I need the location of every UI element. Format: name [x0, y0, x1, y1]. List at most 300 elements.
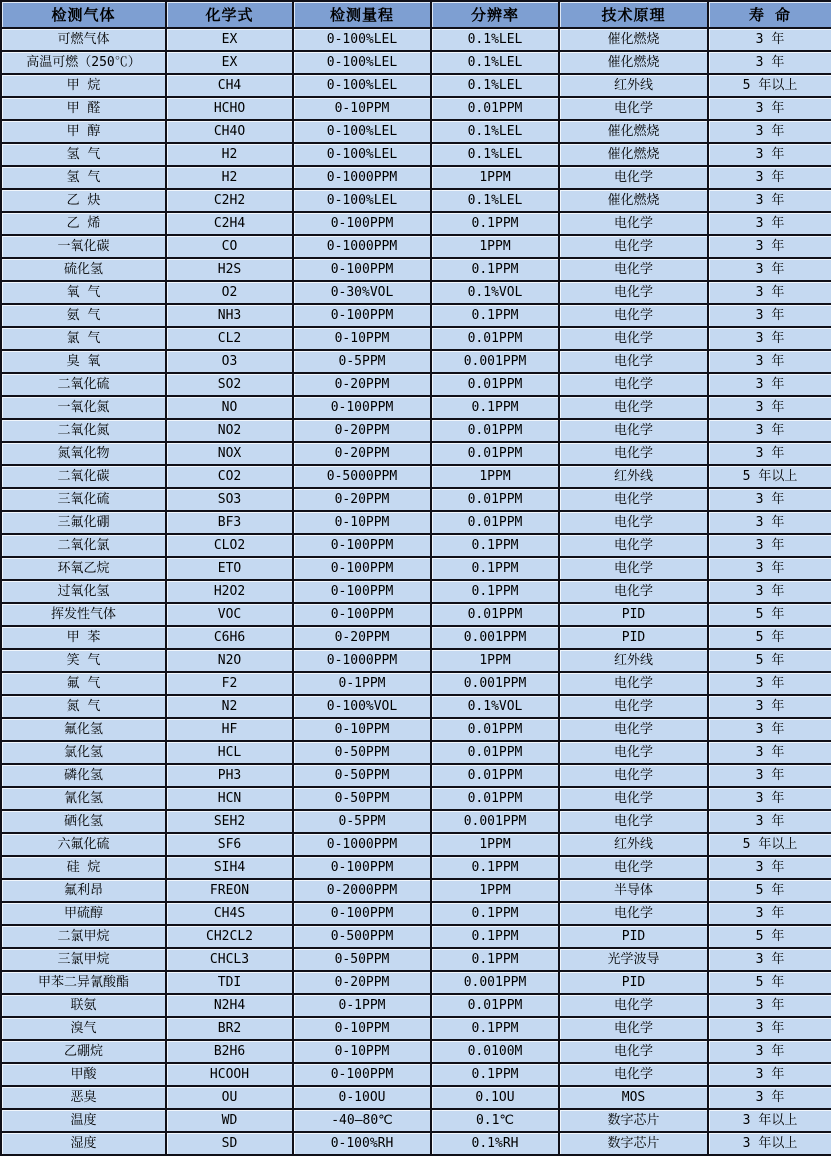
resolution-cell: 0.1PPM — [432, 581, 560, 604]
principle-cell: 电化学 — [560, 673, 709, 696]
range-cell: 0-10PPM — [294, 512, 432, 535]
resolution-cell: 0.001PPM — [432, 811, 560, 834]
table-row — [2, 98, 831, 121]
gas-name-cell: 一氧化氮 — [2, 397, 167, 420]
table-row — [2, 650, 831, 673]
lifespan-cell: 3 年 — [709, 673, 831, 696]
formula-cell: BF3 — [167, 512, 294, 535]
gas-name-cell: 甲 醇 — [2, 121, 167, 144]
principle-cell: 电化学 — [560, 489, 709, 512]
range-cell: 0-10PPM — [294, 98, 432, 121]
principle-cell: 电化学 — [560, 742, 709, 765]
formula-cell: CH4O — [167, 121, 294, 144]
principle-cell: 电化学 — [560, 765, 709, 788]
gas-name-cell: 甲苯二异氰酸酯 — [2, 972, 167, 995]
gas-name-cell: 环氧乙烷 — [2, 558, 167, 581]
formula-cell: B2H6 — [167, 1041, 294, 1064]
resolution-cell: 1PPM — [432, 466, 560, 489]
range-cell: 0-100%LEL — [294, 121, 432, 144]
lifespan-cell: 3 年 — [709, 121, 831, 144]
range-cell: 0-10PPM — [294, 1018, 432, 1041]
gas-name-cell: 三氯甲烷 — [2, 949, 167, 972]
range-cell: 0-100%LEL — [294, 144, 432, 167]
gas-name-cell: 可燃气体 — [2, 29, 167, 52]
resolution-cell: 1PPM — [432, 834, 560, 857]
formula-cell: HCL — [167, 742, 294, 765]
principle-cell: 催化燃烧 — [560, 29, 709, 52]
formula-cell: NO — [167, 397, 294, 420]
gas-name-cell: 氟化氢 — [2, 719, 167, 742]
gas-name-cell: 氢 气 — [2, 144, 167, 167]
formula-cell: O3 — [167, 351, 294, 374]
gas-name-cell: 氯化氢 — [2, 742, 167, 765]
principle-cell: 电化学 — [560, 903, 709, 926]
principle-cell: 红外线 — [560, 466, 709, 489]
formula-cell: CL2 — [167, 328, 294, 351]
principle-cell: 电化学 — [560, 512, 709, 535]
gas-name-cell: 磷化氢 — [2, 765, 167, 788]
principle-cell: 光学波导 — [560, 949, 709, 972]
resolution-cell: 0.01PPM — [432, 719, 560, 742]
resolution-cell: 0.1OU — [432, 1087, 560, 1110]
formula-cell: SEH2 — [167, 811, 294, 834]
formula-cell: SO2 — [167, 374, 294, 397]
lifespan-cell: 3 年 — [709, 374, 831, 397]
formula-cell: HCN — [167, 788, 294, 811]
table-row — [2, 420, 831, 443]
lifespan-cell: 3 年 — [709, 351, 831, 374]
lifespan-cell: 3 年 — [709, 512, 831, 535]
formula-cell: ETO — [167, 558, 294, 581]
lifespan-cell: 3 年 — [709, 259, 831, 282]
resolution-cell: 0.01PPM — [432, 98, 560, 121]
header-row — [2, 2, 831, 29]
resolution-cell: 0.1PPM — [432, 535, 560, 558]
formula-cell: CH2CL2 — [167, 926, 294, 949]
formula-cell: NO2 — [167, 420, 294, 443]
formula-cell: H2S — [167, 259, 294, 282]
resolution-cell: 0.1%LEL — [432, 190, 560, 213]
range-cell: 0-5PPM — [294, 351, 432, 374]
range-cell: 0-100PPM — [294, 604, 432, 627]
principle-cell: 电化学 — [560, 1064, 709, 1087]
lifespan-cell: 3 年 — [709, 949, 831, 972]
lifespan-cell: 3 年 — [709, 282, 831, 305]
resolution-cell: 0.001PPM — [432, 351, 560, 374]
range-cell: 0-20PPM — [294, 374, 432, 397]
gas-name-cell: 氟利昂 — [2, 880, 167, 903]
gas-name-cell: 臭 氧 — [2, 351, 167, 374]
range-cell: 0-10PPM — [294, 719, 432, 742]
resolution-cell: 0.1%LEL — [432, 29, 560, 52]
gas-name-cell: 甲酸 — [2, 1064, 167, 1087]
gas-name-cell: 氢 气 — [2, 167, 167, 190]
table-row — [2, 627, 831, 650]
lifespan-cell: 3 年 — [709, 397, 831, 420]
table-row — [2, 190, 831, 213]
range-cell: 0-100%LEL — [294, 52, 432, 75]
range-cell: 0-30%VOL — [294, 282, 432, 305]
lifespan-cell: 5 年以上 — [709, 466, 831, 489]
formula-cell: CLO2 — [167, 535, 294, 558]
formula-cell: F2 — [167, 673, 294, 696]
resolution-cell: 0.1%LEL — [432, 144, 560, 167]
formula-cell: H2 — [167, 144, 294, 167]
range-cell: 0-50PPM — [294, 949, 432, 972]
lifespan-cell: 3 年 — [709, 765, 831, 788]
gas-name-cell: 湿度 — [2, 1133, 167, 1156]
range-cell: 0-20PPM — [294, 489, 432, 512]
formula-cell: SF6 — [167, 834, 294, 857]
lifespan-cell: 3 年 — [709, 857, 831, 880]
formula-cell: CO2 — [167, 466, 294, 489]
table-row — [2, 259, 831, 282]
lifespan-cell: 3 年 — [709, 144, 831, 167]
resolution-cell: 0.01PPM — [432, 489, 560, 512]
table-row — [2, 719, 831, 742]
lifespan-cell: 3 年 — [709, 742, 831, 765]
lifespan-cell: 5 年 — [709, 926, 831, 949]
range-cell: 0-100%VOL — [294, 696, 432, 719]
principle-cell: 电化学 — [560, 696, 709, 719]
gas-name-cell: 硫化氢 — [2, 259, 167, 282]
formula-cell: HF — [167, 719, 294, 742]
principle-cell: 电化学 — [560, 1041, 709, 1064]
column-header-lifespan: 寿 命 — [709, 2, 831, 29]
range-cell: 0-10OU — [294, 1087, 432, 1110]
range-cell: 0-1PPM — [294, 995, 432, 1018]
resolution-cell: 0.1%VOL — [432, 696, 560, 719]
principle-cell: PID — [560, 972, 709, 995]
principle-cell: 数字芯片 — [560, 1133, 709, 1156]
resolution-cell: 0.001PPM — [432, 673, 560, 696]
gas-name-cell: 氟 气 — [2, 673, 167, 696]
resolution-cell: 0.01PPM — [432, 420, 560, 443]
principle-cell: 电化学 — [560, 98, 709, 121]
range-cell: 0-20PPM — [294, 443, 432, 466]
gas-name-cell: 甲 苯 — [2, 627, 167, 650]
lifespan-cell: 3 年 — [709, 995, 831, 1018]
gas-name-cell: 二氧化氮 — [2, 420, 167, 443]
resolution-cell: 0.001PPM — [432, 627, 560, 650]
formula-cell: NH3 — [167, 305, 294, 328]
table-row — [2, 857, 831, 880]
gas-name-cell: 氰化氢 — [2, 788, 167, 811]
resolution-cell: 0.001PPM — [432, 972, 560, 995]
range-cell: 0-50PPM — [294, 788, 432, 811]
principle-cell: 电化学 — [560, 213, 709, 236]
table-row — [2, 765, 831, 788]
table-row — [2, 1018, 831, 1041]
formula-cell: SD — [167, 1133, 294, 1156]
range-cell: 0-1000PPM — [294, 834, 432, 857]
gas-name-cell: 六氟化硫 — [2, 834, 167, 857]
table-row — [2, 972, 831, 995]
column-header-formula: 化学式 — [167, 2, 294, 29]
principle-cell: 数字芯片 — [560, 1110, 709, 1133]
principle-cell: 电化学 — [560, 719, 709, 742]
table-row — [2, 1133, 831, 1156]
table-row — [2, 121, 831, 144]
range-cell: 0-100%LEL — [294, 75, 432, 98]
range-cell: 0-100PPM — [294, 535, 432, 558]
formula-cell: EX — [167, 29, 294, 52]
formula-cell: CO — [167, 236, 294, 259]
table-row — [2, 1110, 831, 1133]
principle-cell: 电化学 — [560, 328, 709, 351]
resolution-cell: 0.1PPM — [432, 1018, 560, 1041]
principle-cell: 电化学 — [560, 1018, 709, 1041]
gas-name-cell: 挥发性气体 — [2, 604, 167, 627]
range-cell: 0-100PPM — [294, 1064, 432, 1087]
formula-cell: BR2 — [167, 1018, 294, 1041]
range-cell: 0-2000PPM — [294, 880, 432, 903]
lifespan-cell: 3 年 — [709, 190, 831, 213]
principle-cell: 红外线 — [560, 75, 709, 98]
column-header-principle: 技术原理 — [560, 2, 709, 29]
lifespan-cell: 3 年 — [709, 1018, 831, 1041]
principle-cell: 电化学 — [560, 374, 709, 397]
formula-cell: C2H2 — [167, 190, 294, 213]
column-header-gas-name: 检测气体 — [2, 2, 167, 29]
lifespan-cell: 3 年 — [709, 489, 831, 512]
formula-cell: WD — [167, 1110, 294, 1133]
formula-cell: CHCL3 — [167, 949, 294, 972]
lifespan-cell: 3 年 — [709, 719, 831, 742]
resolution-cell: 0.1PPM — [432, 305, 560, 328]
table-row — [2, 696, 831, 719]
principle-cell: 催化燃烧 — [560, 121, 709, 144]
lifespan-cell: 3 年 — [709, 558, 831, 581]
table-row — [2, 29, 831, 52]
formula-cell: N2H4 — [167, 995, 294, 1018]
gas-name-cell: 二氧化氯 — [2, 535, 167, 558]
resolution-cell: 0.1PPM — [432, 259, 560, 282]
table-row — [2, 604, 831, 627]
resolution-cell: 0.1PPM — [432, 857, 560, 880]
lifespan-cell: 3 年 — [709, 29, 831, 52]
resolution-cell: 0.01PPM — [432, 742, 560, 765]
principle-cell: 半导体 — [560, 880, 709, 903]
table-row — [2, 1087, 831, 1110]
range-cell: 0-100PPM — [294, 581, 432, 604]
lifespan-cell: 3 年 — [709, 788, 831, 811]
principle-cell: 电化学 — [560, 443, 709, 466]
formula-cell: OU — [167, 1087, 294, 1110]
table-row — [2, 673, 831, 696]
range-cell: 0-20PPM — [294, 420, 432, 443]
principle-cell: 红外线 — [560, 650, 709, 673]
principle-cell: 电化学 — [560, 811, 709, 834]
table-row — [2, 834, 831, 857]
formula-cell: H2O2 — [167, 581, 294, 604]
resolution-cell: 0.1PPM — [432, 903, 560, 926]
resolution-cell: 1PPM — [432, 880, 560, 903]
lifespan-cell: 3 年 — [709, 52, 831, 75]
formula-cell: EX — [167, 52, 294, 75]
gas-name-cell: 笑 气 — [2, 650, 167, 673]
table-header — [2, 2, 831, 29]
range-cell: 0-50PPM — [294, 765, 432, 788]
lifespan-cell: 3 年 — [709, 696, 831, 719]
resolution-cell: 0.1PPM — [432, 949, 560, 972]
table-row — [2, 949, 831, 972]
range-cell: 0-10PPM — [294, 1041, 432, 1064]
resolution-cell: 0.1PPM — [432, 213, 560, 236]
table-row — [2, 397, 831, 420]
lifespan-cell: 3 年以上 — [709, 1110, 831, 1133]
gas-name-cell: 高温可燃（250℃） — [2, 52, 167, 75]
gas-name-cell: 氧 气 — [2, 282, 167, 305]
table-row — [2, 466, 831, 489]
table-row — [2, 995, 831, 1018]
lifespan-cell: 5 年 — [709, 627, 831, 650]
gas-name-cell: 氮 气 — [2, 696, 167, 719]
resolution-cell: 0.01PPM — [432, 995, 560, 1018]
table-row — [2, 489, 831, 512]
table-row — [2, 880, 831, 903]
lifespan-cell: 3 年 — [709, 1087, 831, 1110]
table-row — [2, 328, 831, 351]
range-cell: 0-100PPM — [294, 558, 432, 581]
formula-cell: VOC — [167, 604, 294, 627]
principle-cell: 电化学 — [560, 259, 709, 282]
formula-cell: CH4 — [167, 75, 294, 98]
range-cell: 0-10PPM — [294, 328, 432, 351]
principle-cell: 电化学 — [560, 535, 709, 558]
resolution-cell: 0.01PPM — [432, 512, 560, 535]
lifespan-cell: 3 年 — [709, 443, 831, 466]
lifespan-cell: 3 年 — [709, 98, 831, 121]
table-row — [2, 52, 831, 75]
range-cell: 0-100PPM — [294, 305, 432, 328]
formula-cell: SIH4 — [167, 857, 294, 880]
principle-cell: 电化学 — [560, 581, 709, 604]
lifespan-cell: 3 年 — [709, 1064, 831, 1087]
formula-cell: HCOOH — [167, 1064, 294, 1087]
gas-name-cell: 硒化氢 — [2, 811, 167, 834]
resolution-cell: 0.01PPM — [432, 765, 560, 788]
lifespan-cell: 5 年以上 — [709, 75, 831, 98]
resolution-cell: 0.1℃ — [432, 1110, 560, 1133]
table-row — [2, 926, 831, 949]
table-row — [2, 903, 831, 926]
lifespan-cell: 3 年 — [709, 167, 831, 190]
resolution-cell: 0.01PPM — [432, 374, 560, 397]
principle-cell: 电化学 — [560, 167, 709, 190]
resolution-cell: 0.0100M — [432, 1041, 560, 1064]
lifespan-cell: 5 年 — [709, 972, 831, 995]
principle-cell: 电化学 — [560, 788, 709, 811]
gas-name-cell: 三氧化硫 — [2, 489, 167, 512]
gas-name-cell: 二氧化硫 — [2, 374, 167, 397]
principle-cell: 电化学 — [560, 420, 709, 443]
principle-cell: 电化学 — [560, 236, 709, 259]
formula-cell: NOX — [167, 443, 294, 466]
gas-name-cell: 乙硼烷 — [2, 1041, 167, 1064]
range-cell: 0-100PPM — [294, 397, 432, 420]
lifespan-cell: 3 年 — [709, 535, 831, 558]
principle-cell: 电化学 — [560, 857, 709, 880]
table-row — [2, 213, 831, 236]
principle-cell: 电化学 — [560, 305, 709, 328]
resolution-cell: 0.1PPM — [432, 558, 560, 581]
lifespan-cell: 5 年 — [709, 650, 831, 673]
range-cell: 0-100%LEL — [294, 190, 432, 213]
formula-cell: N2 — [167, 696, 294, 719]
formula-cell: PH3 — [167, 765, 294, 788]
resolution-cell: 0.1PPM — [432, 926, 560, 949]
column-header-range: 检测量程 — [294, 2, 432, 29]
table-row — [2, 443, 831, 466]
range-cell: 0-100PPM — [294, 213, 432, 236]
range-cell: 0-5000PPM — [294, 466, 432, 489]
table-row — [2, 144, 831, 167]
range-cell: 0-1000PPM — [294, 236, 432, 259]
gas-name-cell: 硅 烷 — [2, 857, 167, 880]
resolution-cell: 1PPM — [432, 167, 560, 190]
table-row — [2, 1041, 831, 1064]
formula-cell: TDI — [167, 972, 294, 995]
gas-name-cell: 三氟化硼 — [2, 512, 167, 535]
resolution-cell: 0.1PPM — [432, 397, 560, 420]
lifespan-cell: 3 年 — [709, 420, 831, 443]
range-cell: 0-20PPM — [294, 972, 432, 995]
lifespan-cell: 3 年 — [709, 213, 831, 236]
lifespan-cell: 3 年以上 — [709, 1133, 831, 1156]
spec-table-body — [2, 29, 831, 1156]
lifespan-cell: 3 年 — [709, 581, 831, 604]
gas-name-cell: 甲 醛 — [2, 98, 167, 121]
resolution-cell: 0.1%LEL — [432, 52, 560, 75]
range-cell: 0-100%LEL — [294, 29, 432, 52]
range-cell: 0-20PPM — [294, 627, 432, 650]
gas-name-cell: 溴气 — [2, 1018, 167, 1041]
resolution-cell: 0.01PPM — [432, 443, 560, 466]
formula-cell: H2 — [167, 167, 294, 190]
formula-cell: C6H6 — [167, 627, 294, 650]
range-cell: 0-50PPM — [294, 742, 432, 765]
table-row — [2, 351, 831, 374]
principle-cell: PID — [560, 627, 709, 650]
lifespan-cell: 3 年 — [709, 1041, 831, 1064]
range-cell: 0-1000PPM — [294, 650, 432, 673]
gas-name-cell: 二氯甲烷 — [2, 926, 167, 949]
range-cell: -40—80℃ — [294, 1110, 432, 1133]
gas-name-cell: 二氧化碳 — [2, 466, 167, 489]
lifespan-cell: 5 年 — [709, 880, 831, 903]
resolution-cell: 0.1%VOL — [432, 282, 560, 305]
resolution-cell: 0.01PPM — [432, 328, 560, 351]
table-row — [2, 535, 831, 558]
gas-name-cell: 过氧化氢 — [2, 581, 167, 604]
formula-cell: C2H4 — [167, 213, 294, 236]
principle-cell: 电化学 — [560, 558, 709, 581]
gas-name-cell: 甲 烷 — [2, 75, 167, 98]
principle-cell: 催化燃烧 — [560, 190, 709, 213]
gas-name-cell: 恶臭 — [2, 1087, 167, 1110]
resolution-cell: 0.01PPM — [432, 788, 560, 811]
resolution-cell: 0.01PPM — [432, 604, 560, 627]
resolution-cell: 0.1%LEL — [432, 75, 560, 98]
lifespan-cell: 3 年 — [709, 236, 831, 259]
table-row — [2, 512, 831, 535]
lifespan-cell: 3 年 — [709, 305, 831, 328]
formula-cell: N2O — [167, 650, 294, 673]
lifespan-cell: 5 年 — [709, 604, 831, 627]
lifespan-cell: 5 年以上 — [709, 834, 831, 857]
range-cell: 0-100PPM — [294, 857, 432, 880]
